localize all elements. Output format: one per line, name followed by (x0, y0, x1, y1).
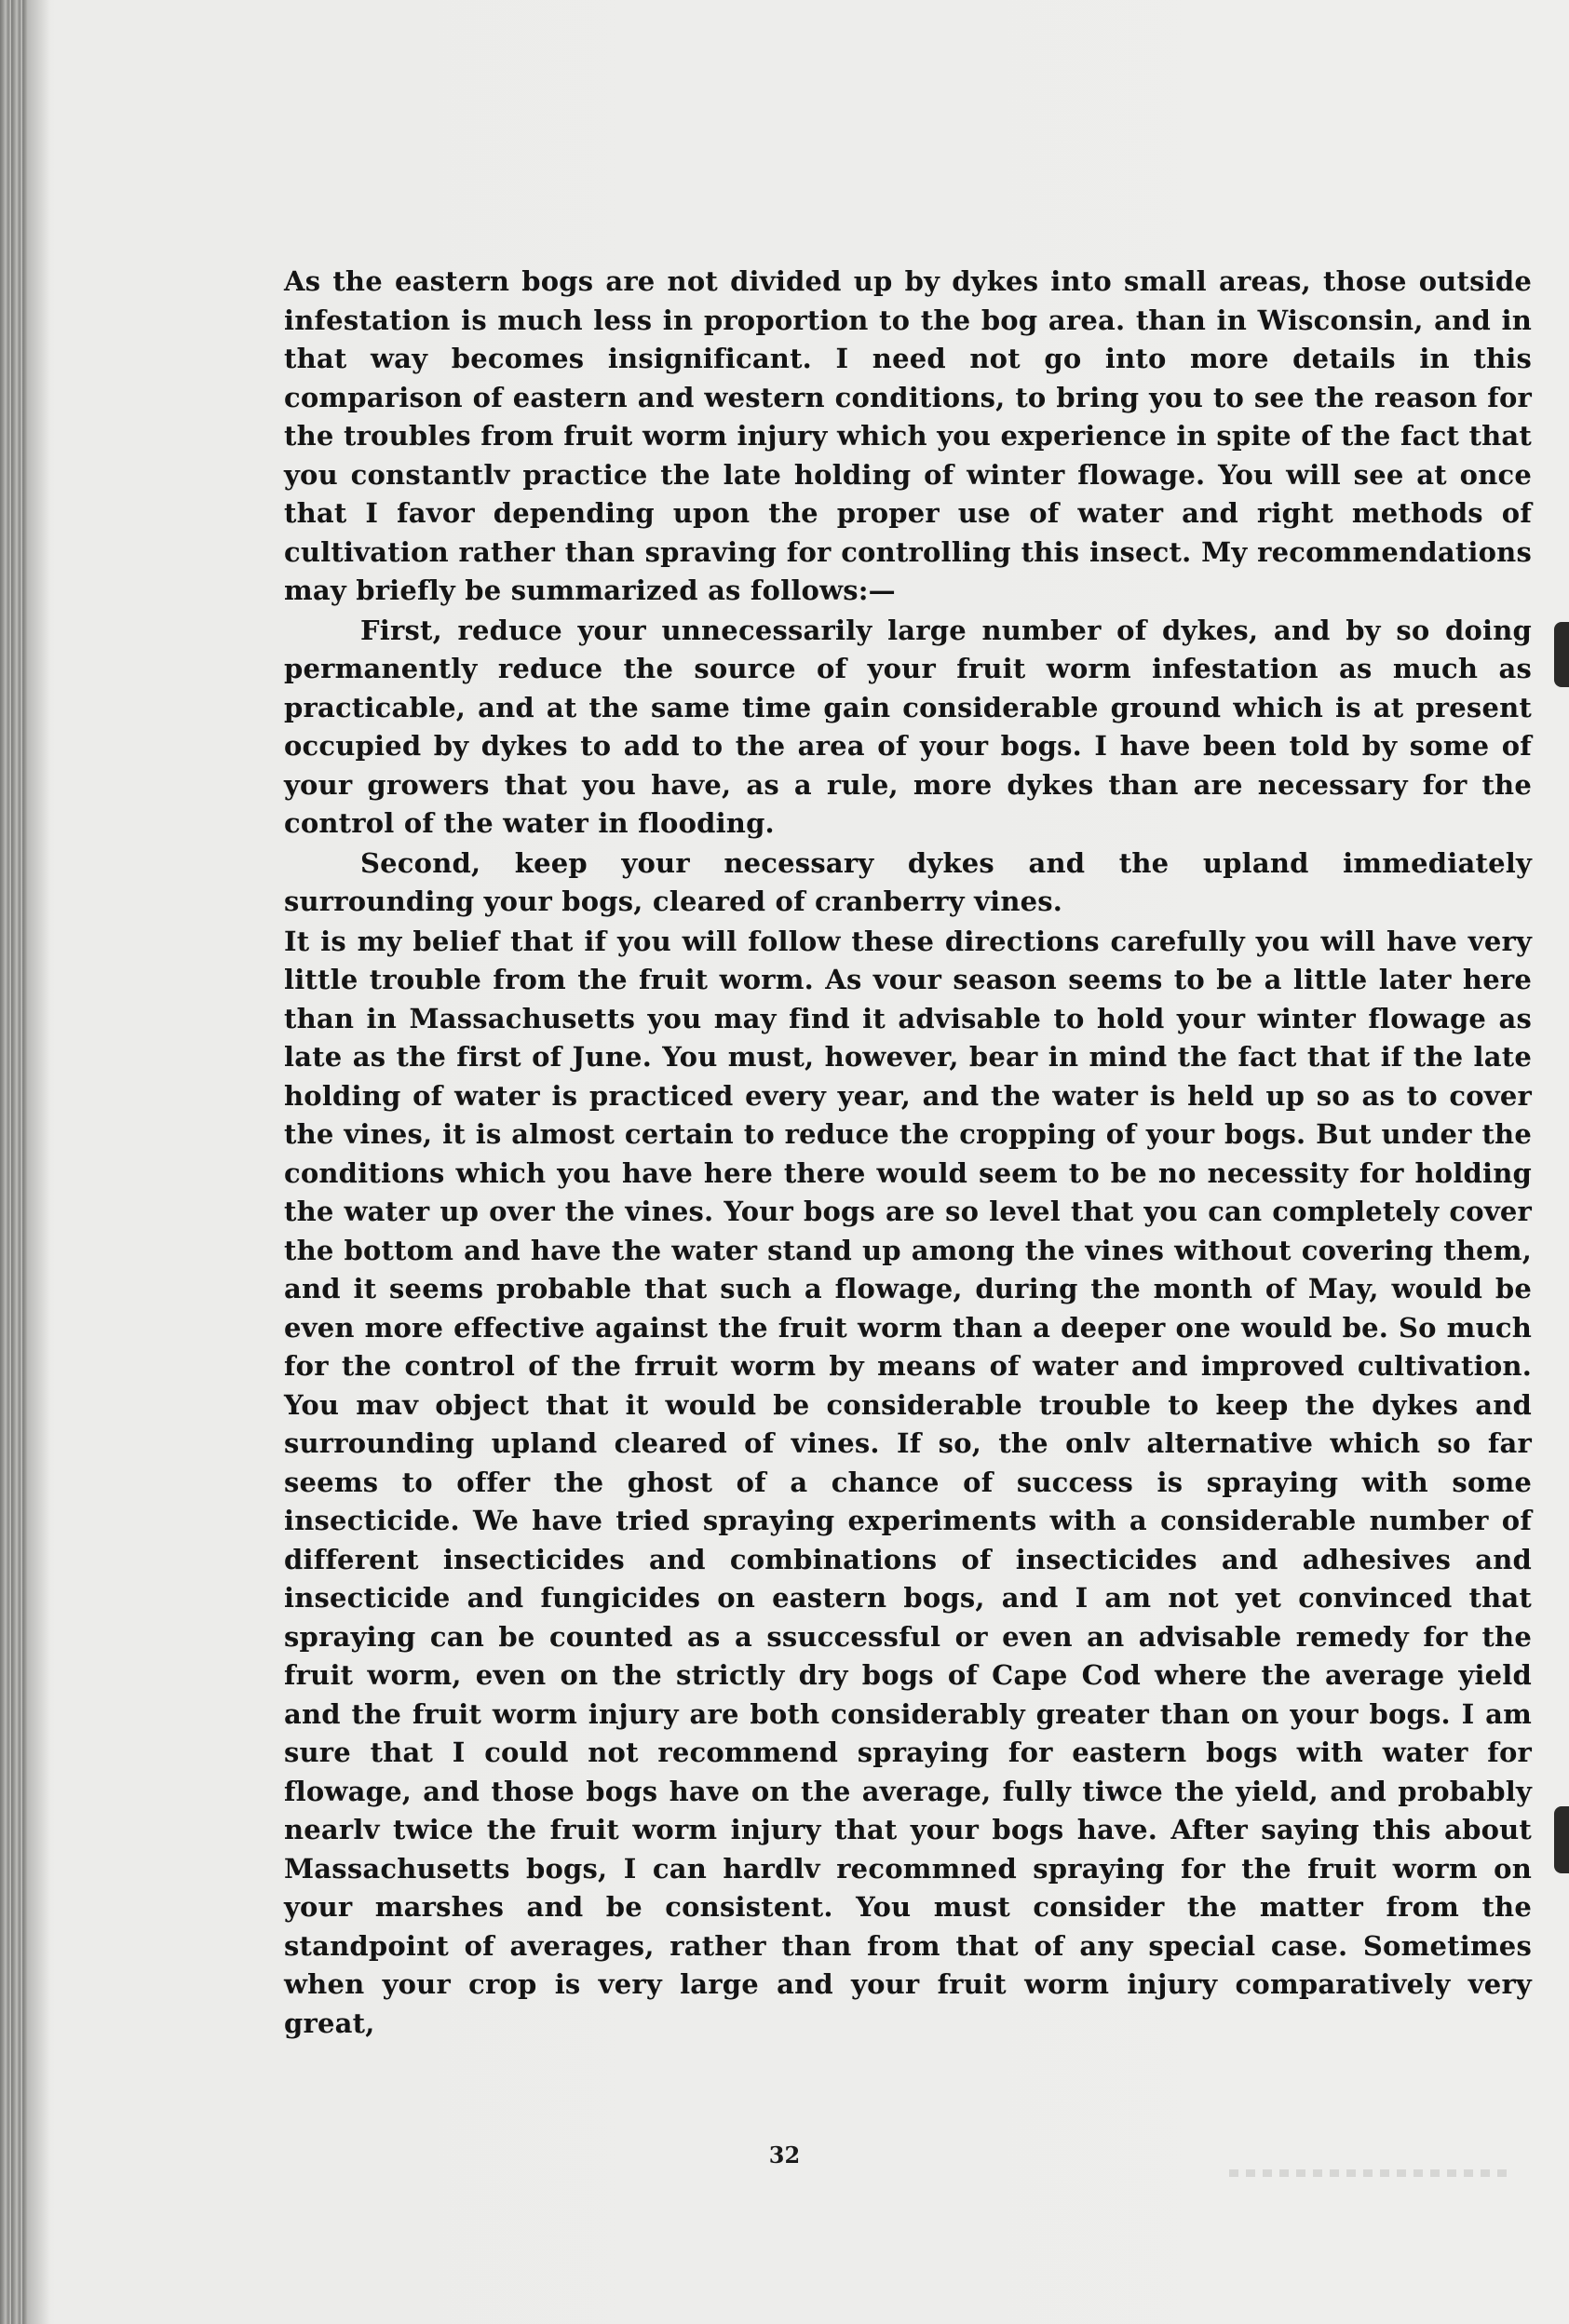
show-through-text (1229, 2169, 1508, 2177)
page-number: 32 (768, 2142, 801, 2169)
paragraph: It is my belief that if you will follow these directions carefully you will have very little trouble from the fruit worm. As vour season seems to be a little later here than in Massachusetts you may find it advisable to hold your winter flowage as late as the first of June. You must, however, bear in mind the fact that if the late holding of water is practiced every year, and the water is held up so as to cover the vines, it is almost certain to reduce the cropping of your bogs. But under the conditions which you have here there would seem to be no necessity for holding the water up over the vines. Your bogs are so level that you can completely cover the bottom and have the water stand up among the vines without covering them, and it seems probable that such a flowage, during the month of May, would be even more effective against the fruit worm than a deeper one would be. So much for the control of the frruit worm by means of water and improved cultivation. You mav object that it would be considerable trouble to keep the dykes and surrounding upland cleared of vines. If so, the onlv alternative which so far seems to offer the ghost of a chance of success is spraying with some insecticide. We have tried spraying experiments with a considerable number of different insecticides and combinations of insecticides and adhesives and insecticide and fungicides on eastern bogs, and I am not yet convinced that spraying can be counted as a ssuccessful or even an advisable remedy for the fruit worm, even on the strictly dry bogs of Cape Cod where the average yield and the fruit worm injury are both considerably greater than on your bogs. I am sure that I could not recommend spraying for eastern bogs with water for flowage, and those bogs have on the average, fully tiwce the yield, and probably nearlv twice the fruit worm injury that your bogs have. After saying this about Massachusetts bogs, I can hardlv recommned spraying for the fruit worm on your marshes and be consistent. You must consider the matter from the standpoint of averages, rather than from that of any special case. Sometimes when your crop is very large and your fruit worm injury comparatively very great, (284, 925, 1532, 2039)
book-binding (0, 0, 28, 2324)
binding-shadow (28, 0, 50, 2324)
body-text (284, 263, 1532, 2043)
paragraph: First, reduce your unnecessarily large number of dykes, and by so doing permanently reduce the source of your fruit worm infestation as much as practicable, and at the same time gain considerable ground which is at present occupied by dykes to add to the area of your bogs. I have been told by some of your growers that you have, as a rule, more dykes than are necessary for the control of the water in flooding. (284, 614, 1532, 839)
paragraph: As the eastern bogs are not divided up by dykes into small areas, those outside infestation is much less in proportion to the bog area. than in Wisconsin, and in that way becomes insignificant. I need not go into more details in this comparison of eastern and western conditions, to bring you to see the reason for the troubles from fruit worm injury which you experience in spite of the fact that you constantlv practice the late holding of winter flowage. You will see at once that I favor depending upon the proper use of water and right methods of cultivation rather than spraving for controlling this insect. My recommendations may briefly be summarized as follows:— (284, 265, 1532, 606)
paragraph: Second, keep your necessary dykes and the upland immediately surrounding your bogs, cleared of cranberry vines. (284, 846, 1532, 917)
page-edge-mark (1554, 622, 1569, 687)
page-edge-mark (1554, 1806, 1569, 1873)
